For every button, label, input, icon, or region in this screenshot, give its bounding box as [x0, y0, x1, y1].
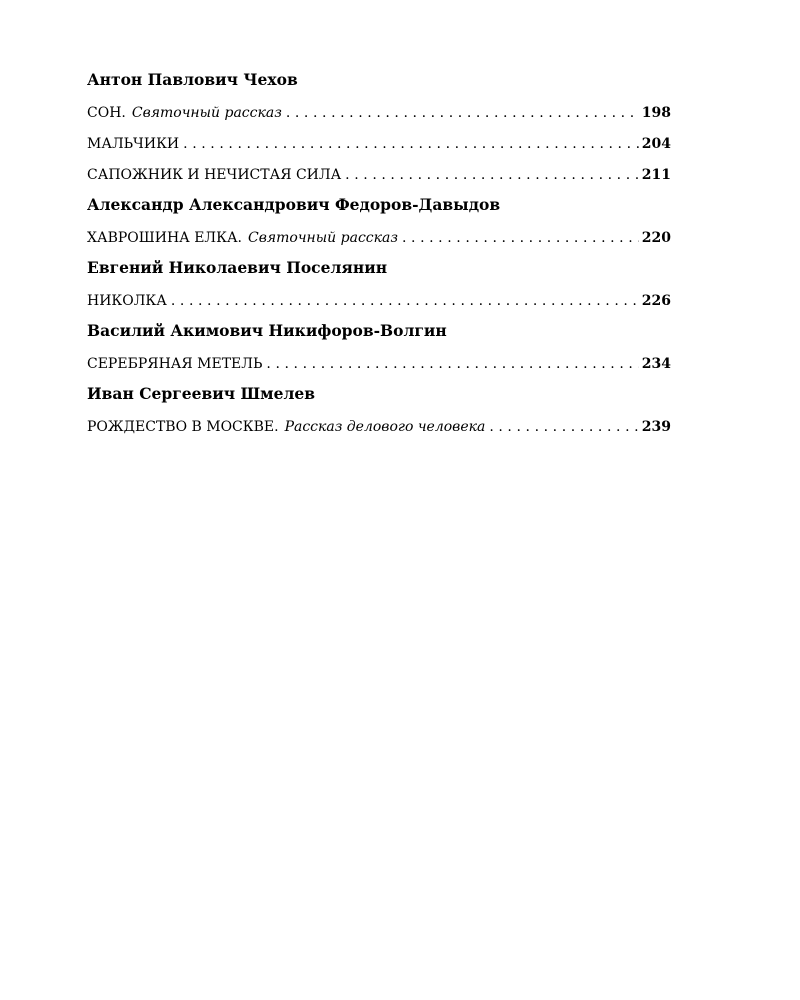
entry-title: МАЛЬЧИКИ	[87, 136, 180, 152]
author-name: Василий Акимович Никифоров-Волгин	[87, 321, 447, 340]
author-name: Иван Сергеевич Шмелев	[87, 384, 316, 403]
toc-entry[interactable]	[87, 291, 671, 311]
page-number: 220	[641, 230, 671, 246]
entry-title: СОН.	[87, 105, 126, 121]
dot-leader	[345, 165, 639, 185]
author-name: Антон Павлович Чехов	[87, 70, 298, 89]
entry-subtitle: Святочный рассказ	[131, 105, 282, 121]
dot-leader	[183, 134, 639, 154]
entry-title: САПОЖНИК И НЕЧИСТАЯ СИЛА	[87, 167, 342, 183]
toc-section-poselyanin	[87, 258, 671, 311]
toc-entry[interactable]	[87, 103, 671, 123]
entry-title: НИКОЛКА	[87, 293, 167, 309]
entry-title: СЕРЕБРЯНАЯ МЕТЕЛЬ	[87, 356, 263, 372]
toc-entry[interactable]	[87, 228, 671, 248]
toc-section-shmelev	[87, 384, 671, 437]
table-of-contents	[87, 70, 671, 437]
entry-subtitle: Святочный рассказ	[248, 230, 398, 246]
author-name: Александр Александрович Федоров-Давыдов	[87, 195, 501, 214]
page-number: 239	[641, 419, 671, 435]
toc-entry[interactable]	[87, 354, 671, 374]
toc-section-fedorov-davydov	[87, 195, 671, 248]
dot-leader	[266, 354, 638, 374]
dot-leader	[171, 291, 639, 311]
page-number: 234	[641, 356, 671, 372]
entry-title: ХАВРОШИНА ЕЛКА.	[87, 230, 242, 246]
toc-section-chekhov	[87, 70, 671, 185]
dot-leader	[402, 228, 639, 248]
toc-entry[interactable]	[87, 417, 671, 437]
entry-title: РОЖДЕСТВО В МОСКВЕ.	[87, 419, 279, 435]
page-number: 204	[641, 136, 671, 152]
dot-leader	[286, 103, 639, 123]
entry-subtitle: Рассказ делового человека	[284, 419, 486, 435]
page-number: 226	[641, 293, 671, 309]
dot-leader	[489, 417, 638, 437]
page-number: 211	[641, 167, 671, 183]
toc-section-nikiforov-volgin	[87, 321, 671, 374]
author-name: Евгений Николаевич Поселянин	[87, 258, 388, 277]
page-number: 198	[641, 105, 671, 121]
toc-entry[interactable]	[87, 165, 671, 185]
toc-entry[interactable]	[87, 134, 671, 154]
